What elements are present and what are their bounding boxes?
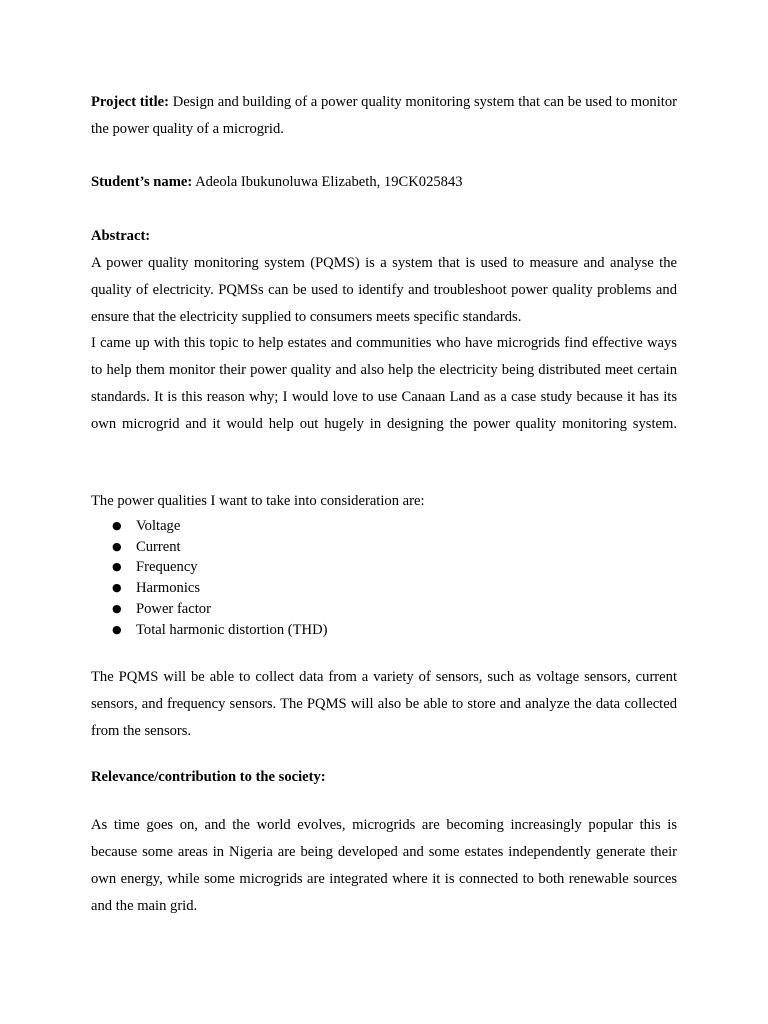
project-title-text: Design and building of a power quality monitoring system that can be used to monitor the power quality of a microgrid.	[91, 94, 677, 137]
list-item: ● Current	[91, 537, 328, 558]
relevance-heading: Relevance/contribution to the society:	[91, 769, 326, 785]
project-title-label: Project title:	[91, 94, 169, 110]
qualities-list	[91, 516, 328, 640]
bullet-icon: ●	[112, 560, 122, 574]
pqms-paragraph: The PQMS will be able to collect data from a variety of sensors, such as voltage sensors, current sensors, and frequency sensors. The PQMS will also be able to store and analyze the data collected from the sensors.	[91, 669, 677, 739]
student-name-text: Adeola Ibukunoluwa Elizabeth, 19CK025843	[195, 174, 463, 190]
list-item: ● Total harmonic distortion (THD)	[91, 620, 328, 641]
student-name-label: Student’s name:	[91, 174, 193, 190]
list-item: ● Harmonics	[91, 578, 328, 599]
qualities-intro: The power qualities I want to take into consideration are:	[91, 493, 425, 509]
bullet-icon: ●	[112, 622, 122, 636]
list-item: ● Voltage	[91, 516, 328, 537]
abstract-paragraph-2: I came up with this topic to help estates and communities who have microgrids find effective ways to help them monitor their power quality and also help the electricity being distributed meet certain standards. It is this reason why; I would love to use Canaan Land as a case study because it has its own microgrid and it would help out hugely in designing the power quality monitoring system.	[91, 335, 677, 432]
list-item: ● Frequency	[91, 557, 328, 578]
abstract-heading: Abstract:	[91, 228, 151, 244]
bullet-icon: ●	[112, 601, 122, 615]
abstract-paragraph-1: A power quality monitoring system (PQMS) is a system that is used to measure and analyse the quality of electricity. PQMSs can be used to identify and troubleshoot power quality problems and ensure that the electricity supplied to consumers meets specific standards.	[91, 255, 677, 325]
student-name	[91, 169, 677, 196]
project-title	[91, 89, 677, 143]
list-item: ● Power factor	[91, 599, 328, 620]
bullet-icon: ●	[112, 539, 122, 553]
bullet-icon: ●	[112, 581, 122, 595]
bullet-icon: ●	[112, 519, 122, 532]
relevance-paragraph: As time goes on, and the world evolves, microgrids are becoming increasingly popular this is because some areas in Nigeria are being developed and some estates independently generate their own energy, while some microgrids are integrated where it is connected to both renewable sources and the main grid.	[91, 817, 677, 914]
